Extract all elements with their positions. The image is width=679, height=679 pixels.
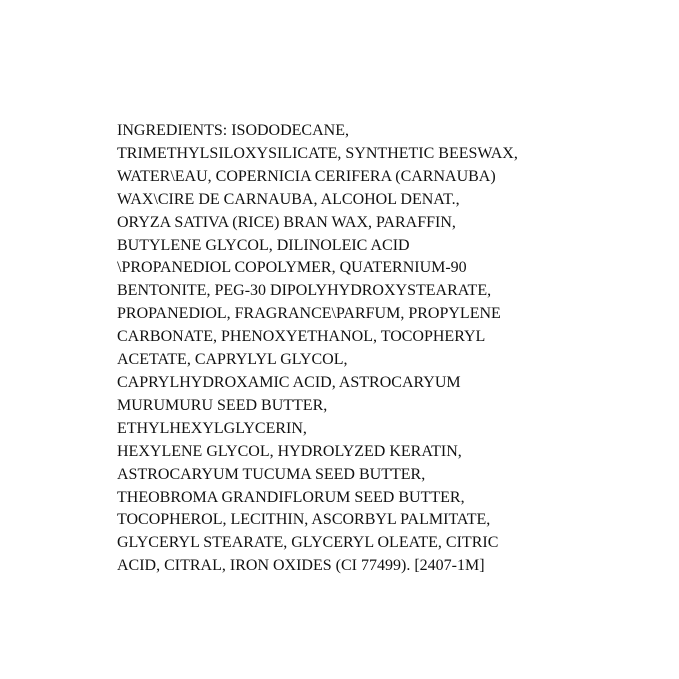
- ingredients-line: ACETATE, CAPRYLYL GLYCOL,: [117, 351, 348, 369]
- ingredients-line: ACID, CITRAL, IRON OXIDES (CI 77499). [2407-1M]: [117, 557, 485, 575]
- ingredients-line: PROPANEDIOL, FRAGRANCE\PARFUM, PROPYLENE: [117, 305, 501, 323]
- ingredients-list: [117, 120, 587, 578]
- ingredients-line: ORYZA SATIVA (RICE) BRAN WAX, PARAFFIN,: [117, 213, 456, 231]
- ingredients-line: ASTROCARYUM TUCUMA SEED BUTTER,: [117, 465, 426, 483]
- ingredients-line: WATER\EAU, COPERNICIA CERIFERA (CARNAUBA): [117, 167, 496, 185]
- ingredients-line: MURUMURU SEED BUTTER,: [117, 396, 328, 414]
- ingredients-line: THEOBROMA GRANDIFLORUM SEED BUTTER,: [117, 488, 465, 506]
- ingredients-line: ETHYLHEXYLGLYCERIN,: [117, 419, 307, 437]
- ingredients-line: BUTYLENE GLYCOL, DILINOLEIC ACID: [117, 236, 410, 254]
- ingredients-line: GLYCERYL STEARATE, GLYCERYL OLEATE, CITRIC: [117, 534, 499, 552]
- ingredients-line: CARBONATE, PHENOXYETHANOL, TOCOPHERYL: [117, 328, 486, 346]
- ingredients-line: WAX\CIRE DE CARNAUBA, ALCOHOL DENAT.,: [117, 190, 460, 208]
- ingredients-line: \PROPANEDIOL COPOLYMER, QUATERNIUM-90: [117, 259, 467, 277]
- ingredients-line: TRIMETHYLSILOXYSILICATE, SYNTHETIC BEESWAX,: [117, 144, 518, 162]
- ingredients-line: INGREDIENTS: ISODODECANE,: [117, 122, 349, 139]
- ingredients-line: CAPRYLHYDROXAMIC ACID, ASTROCARYUM: [117, 373, 461, 391]
- ingredients-line: TOCOPHEROL, LECITHIN, ASCORBYL PALMITATE,: [117, 511, 491, 529]
- ingredients-line: BENTONITE, PEG-30 DIPOLYHYDROXYSTEARATE,: [117, 282, 492, 300]
- ingredients-line: HEXYLENE GLYCOL, HYDROLYZED KERATIN,: [117, 442, 462, 460]
